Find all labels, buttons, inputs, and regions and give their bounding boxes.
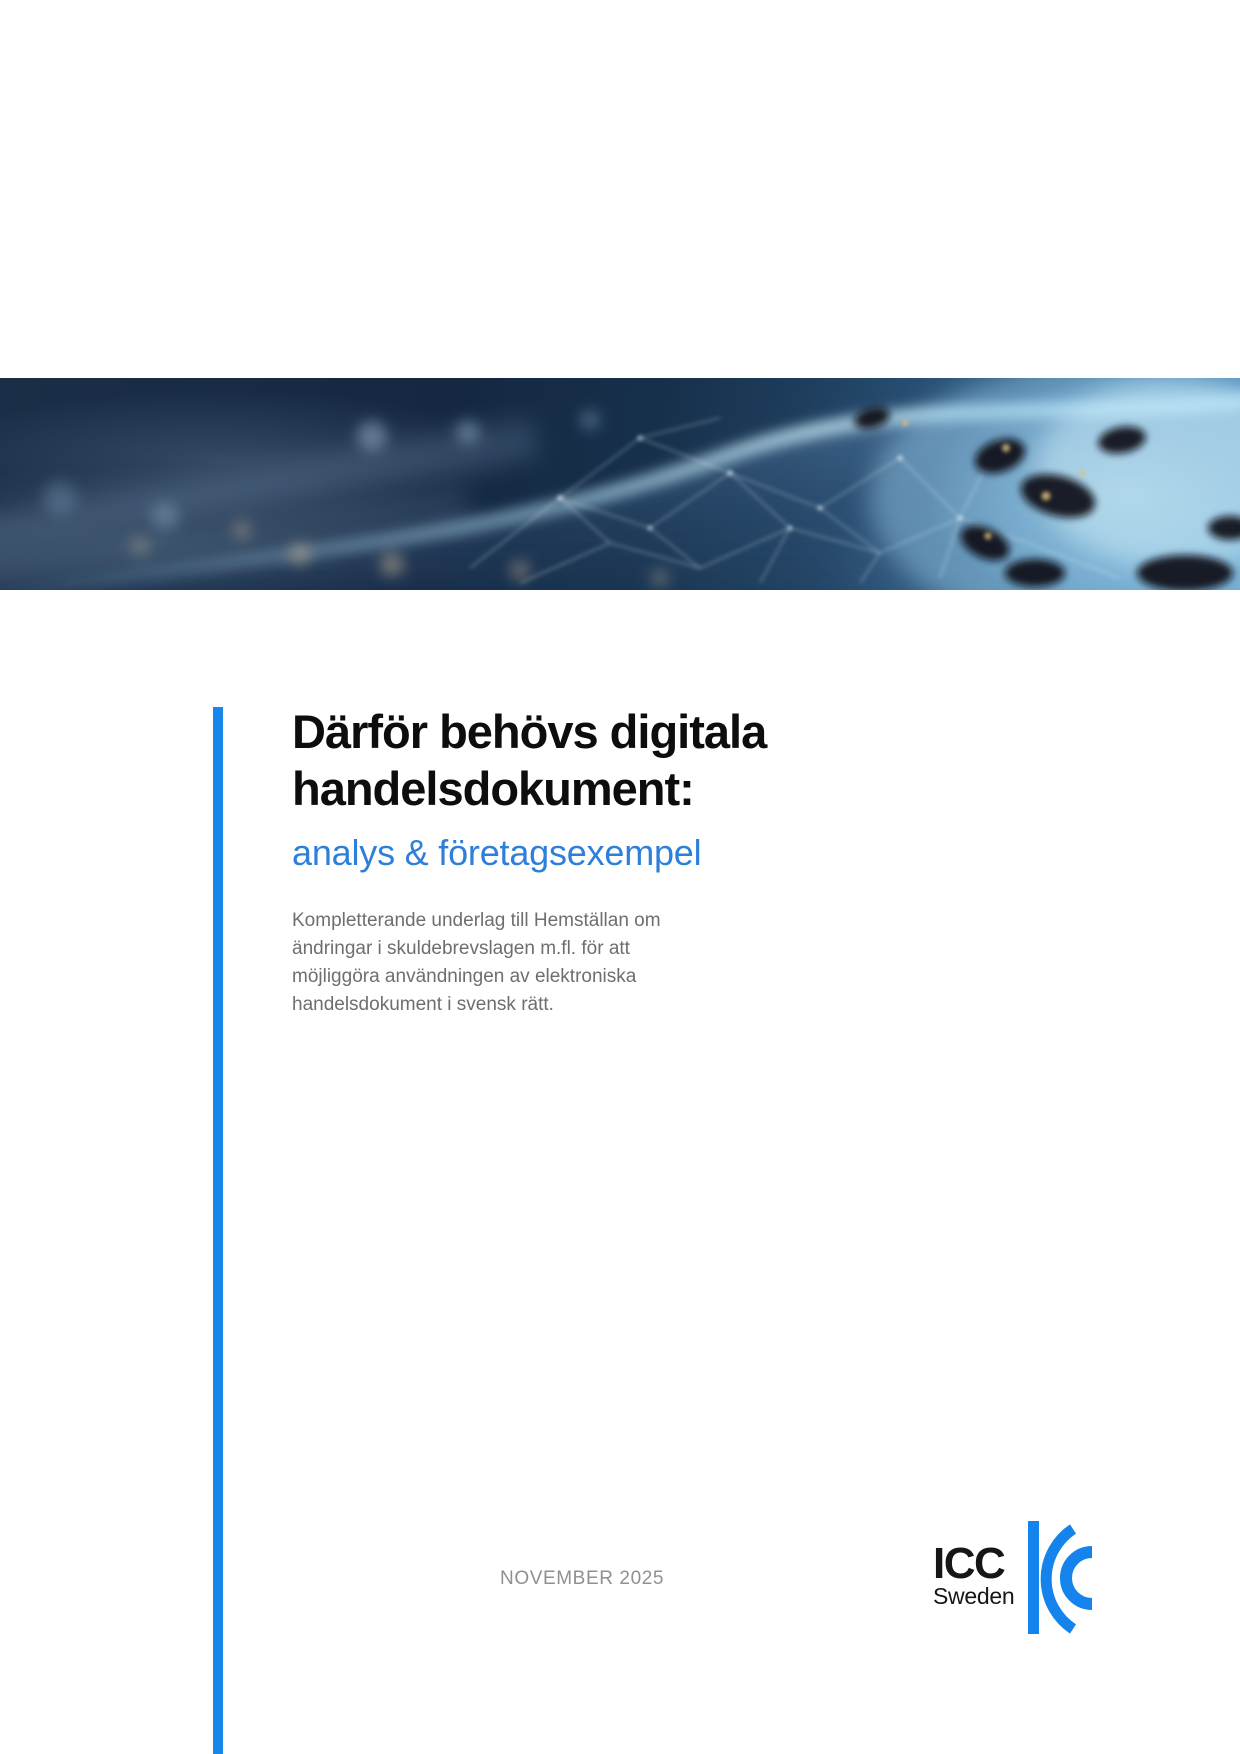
cover-description-line: handelsdokument i svensk rätt. bbox=[292, 994, 554, 1015]
cover-description-line: möjliggöra användningen av elektroniska bbox=[292, 966, 637, 987]
cover-subtitle: analys & företagsexempel bbox=[292, 832, 702, 873]
accent-vertical-line bbox=[213, 707, 223, 1754]
icc-soundwave-icon bbox=[1028, 1519, 1100, 1636]
cover-title-line-1: Därför behövs digitala bbox=[292, 705, 767, 758]
hero-banner-image bbox=[0, 378, 1240, 590]
icc-sweden-logo bbox=[933, 1518, 1100, 1636]
icc-logo-country: Sweden bbox=[933, 1583, 1015, 1609]
cover-description bbox=[292, 907, 852, 1019]
cover-title-line-2: handelsdokument: bbox=[292, 762, 694, 815]
cover-description-line: ändringar i skuldebrevslagen m.fl. för att bbox=[292, 938, 630, 959]
icc-sweden-logo-text bbox=[933, 1539, 1015, 1609]
publication-date: NOVEMBER 2025 bbox=[500, 1568, 665, 1589]
cover-content bbox=[292, 703, 852, 1019]
icc-logo-org: ICC bbox=[933, 1539, 1005, 1588]
cover-description-line: Kompletterande underlag till Hemställan om bbox=[292, 910, 661, 931]
hero-banner-art bbox=[0, 378, 1240, 590]
cover-title bbox=[292, 703, 852, 817]
